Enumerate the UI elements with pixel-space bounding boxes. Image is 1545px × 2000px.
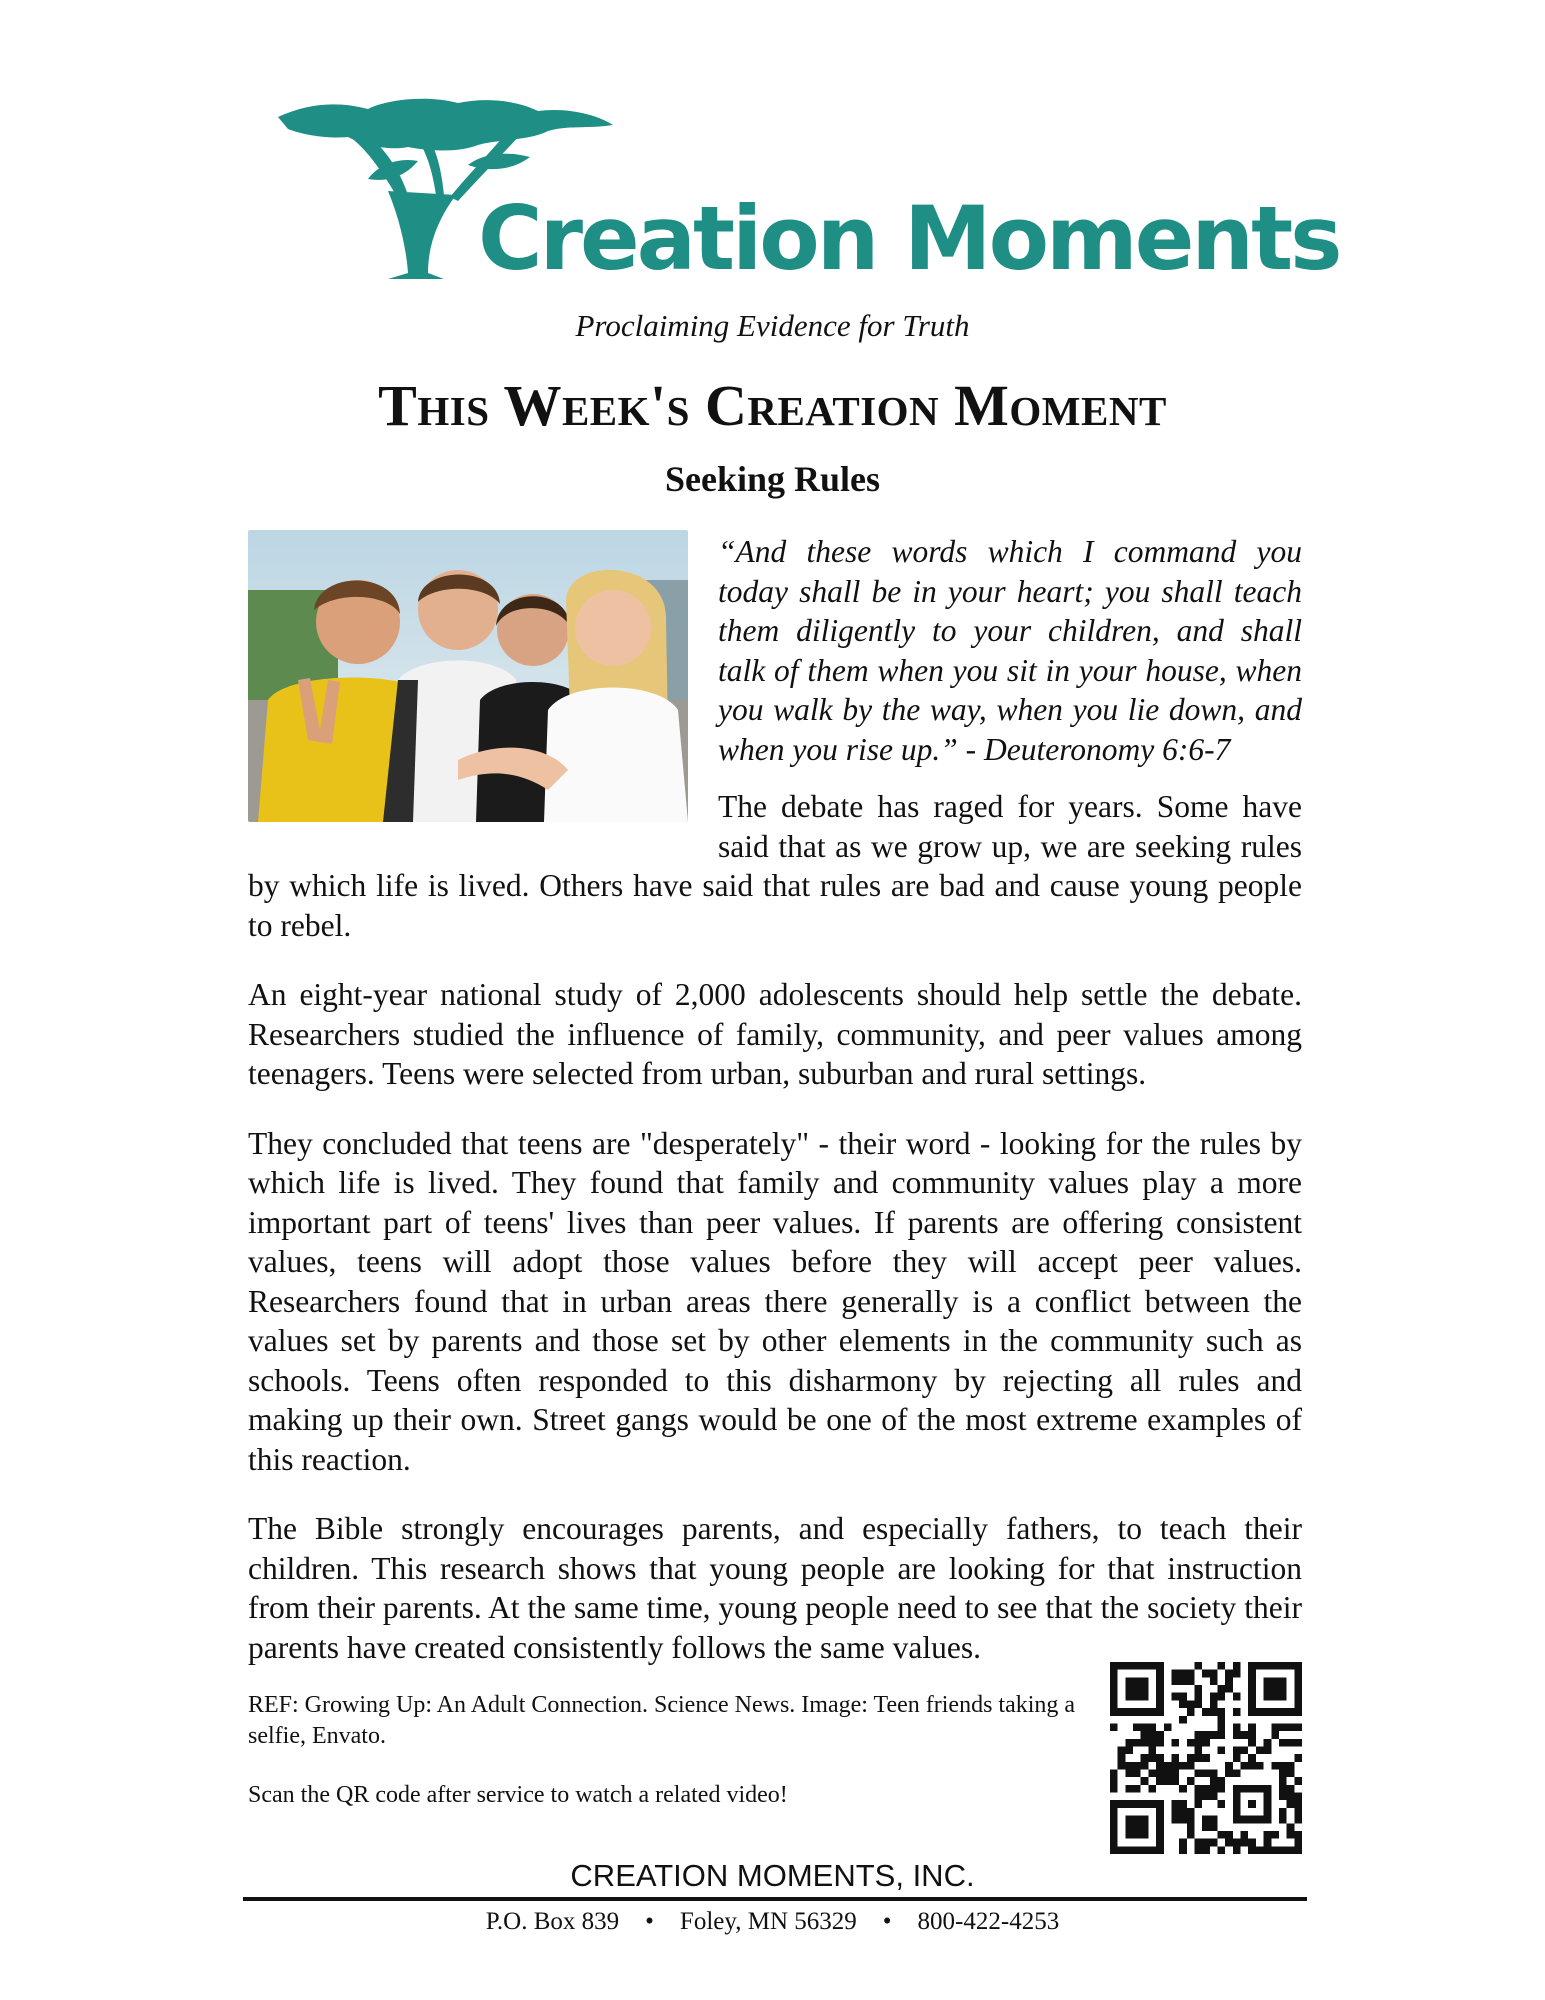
brand-wordmark: Creation Moments xyxy=(478,187,1340,290)
phone-number: 800-422-4253 xyxy=(917,1908,1060,1935)
scripture-quote: “And these words which I command you today shall be in your heart; you shall teach them diligently to your children, and shall talk of them when you sit in your house, when you walk by the way, when you lie down, and when you rise up.” - Deuteronomy 6:6-7 xyxy=(718,534,1302,767)
reference-note: REF: Growing Up: An Adult Connection. Science News. Image: Teen friends taking a selfie, Envato. xyxy=(248,1692,1076,1749)
article-body xyxy=(248,530,1302,1697)
qr-code-icon[interactable] xyxy=(1110,1662,1302,1854)
teen-selfie-photo xyxy=(248,530,688,822)
separator-dot: • xyxy=(882,1908,892,1935)
company-name: CREATION MOMENTS, INC. xyxy=(570,1858,975,1893)
paragraph: The Bible strongly encourages parents, and especially fathers, to teach their children. This research shows that young people are looking for that instruction from their parents. At the same time, young people need to see that the society their parents have created consistently follows the same values. xyxy=(248,1511,1302,1665)
paragraph: The debate has raged for years. Some have said that as we grow up, we are seeking rules by which life is lived. Others have said that rules are bad and cause young people to rebel. xyxy=(248,789,1302,943)
article-title: Seeking Rules xyxy=(664,459,881,499)
footer-divider xyxy=(243,1897,1307,1901)
paragraph: They concluded that teens are "desperately" - their word - looking for the rules by which life is lived. They found that family and community values play a more important part of teens' lives than peer values. If parents are offering consistent values, teens will adopt those values before they will accept peer values. Researchers found that in urban areas there generally is a conflict between the values set by parents and those set by other elements in the community such as schools. Teens often responded to this disharmony by rejecting all rules and making up their own. Street gangs would be one of the most extreme examples of this reaction. xyxy=(248,1125,1302,1477)
tagline: Proclaiming Evidence for Truth xyxy=(575,308,970,343)
separator-dot: • xyxy=(645,1908,654,1935)
paragraph: An eight-year national study of 2,000 adolescents should help settle the debate. Researchers studied the influence of family, community, and peer values among teenagers. Teens were selected from urban, suburban and rural settings. xyxy=(248,977,1302,1091)
city-address: Foley, MN 56329 xyxy=(679,1908,857,1935)
po-box: P.O. Box 839 xyxy=(485,1908,620,1935)
scan-note: Scan the QR code after service to watch a related video! xyxy=(248,1782,788,1808)
contact-line xyxy=(0,1908,1545,1936)
page-title: This Week's Creation Moment xyxy=(378,373,1167,438)
creation-moments-logo xyxy=(268,95,1340,290)
